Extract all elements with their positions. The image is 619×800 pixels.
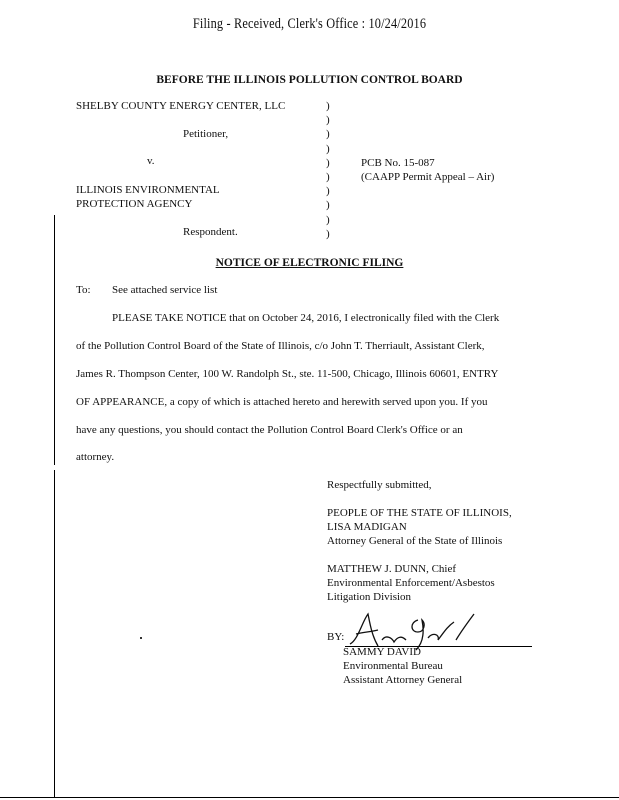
body-line: OF APPEARANCE, a copy of which is attached hereto and herewith served upon you. If you — [76, 396, 488, 408]
body-line: have any questions, you should contact the Pollution Control Board Clerk's Office or an — [76, 424, 463, 436]
by-label: BY: — [327, 631, 345, 643]
body-line: of the Pollution Control Board of the State of Illinois, c/o John T. Therriault, Assistant Clerk, — [76, 340, 485, 352]
notice-title: NOTICE OF ELECTRONIC FILING — [215, 257, 404, 269]
board-heading: BEFORE THE ILLINOIS POLLUTION CONTROL BOARD — [156, 74, 463, 86]
people-line: PEOPLE OF THE STATE OF ILLINOIS, — [327, 507, 512, 519]
chief-name: MATTHEW J. DUNN, Chief — [327, 563, 457, 575]
body-line: attorney. — [76, 451, 115, 463]
ag-title: Attorney General of the State of Illinois — [327, 535, 503, 547]
filing-stamp: Filing - Received, Clerk's Office : 10/24/2016 — [192, 16, 427, 32]
stray-mark — [140, 637, 142, 639]
respondent-name-1: ILLINOIS ENVIRONMENTAL — [76, 184, 220, 196]
signer-bureau: Environmental Bureau — [343, 660, 443, 672]
margin-rule-lower — [54, 470, 55, 798]
caption-parentheses: ) ) ) ) ) ) ) ) ) ) — [326, 100, 330, 240]
ag-name: LISA MADIGAN — [327, 521, 407, 533]
signer-title: Assistant Attorney General — [343, 674, 463, 686]
chief-division-1: Environmental Enforcement/Asbestos — [327, 577, 495, 589]
respondent-role: Respondent. — [183, 226, 238, 238]
case-type: (CAAPP Permit Appeal – Air) — [361, 171, 495, 183]
respondent-name-2: PROTECTION AGENCY — [76, 198, 193, 210]
chief-division-2: Litigation Division — [327, 591, 412, 603]
body-line: James R. Thompson Center, 100 W. Randolph St., ste. 11-500, Chicago, Illinois 60601, ENTRY — [76, 368, 499, 380]
bottom-rule — [0, 797, 619, 798]
to-label: To: — [76, 284, 91, 296]
petitioner-role: Petitioner, — [183, 128, 229, 140]
petitioner-name: SHELBY COUNTY ENERGY CENTER, LLC — [76, 100, 286, 112]
closing: Respectfully submitted, — [327, 479, 432, 491]
versus: v. — [147, 155, 155, 167]
margin-rule-upper — [54, 215, 55, 465]
signer-name: SAMMY DAVID — [343, 646, 421, 658]
to-value: See attached service list — [112, 284, 218, 296]
body-line: PLEASE TAKE NOTICE that on October 24, 2016, I electronically filed with the Clerk — [112, 312, 500, 324]
case-number: PCB No. 15-087 — [361, 157, 435, 169]
